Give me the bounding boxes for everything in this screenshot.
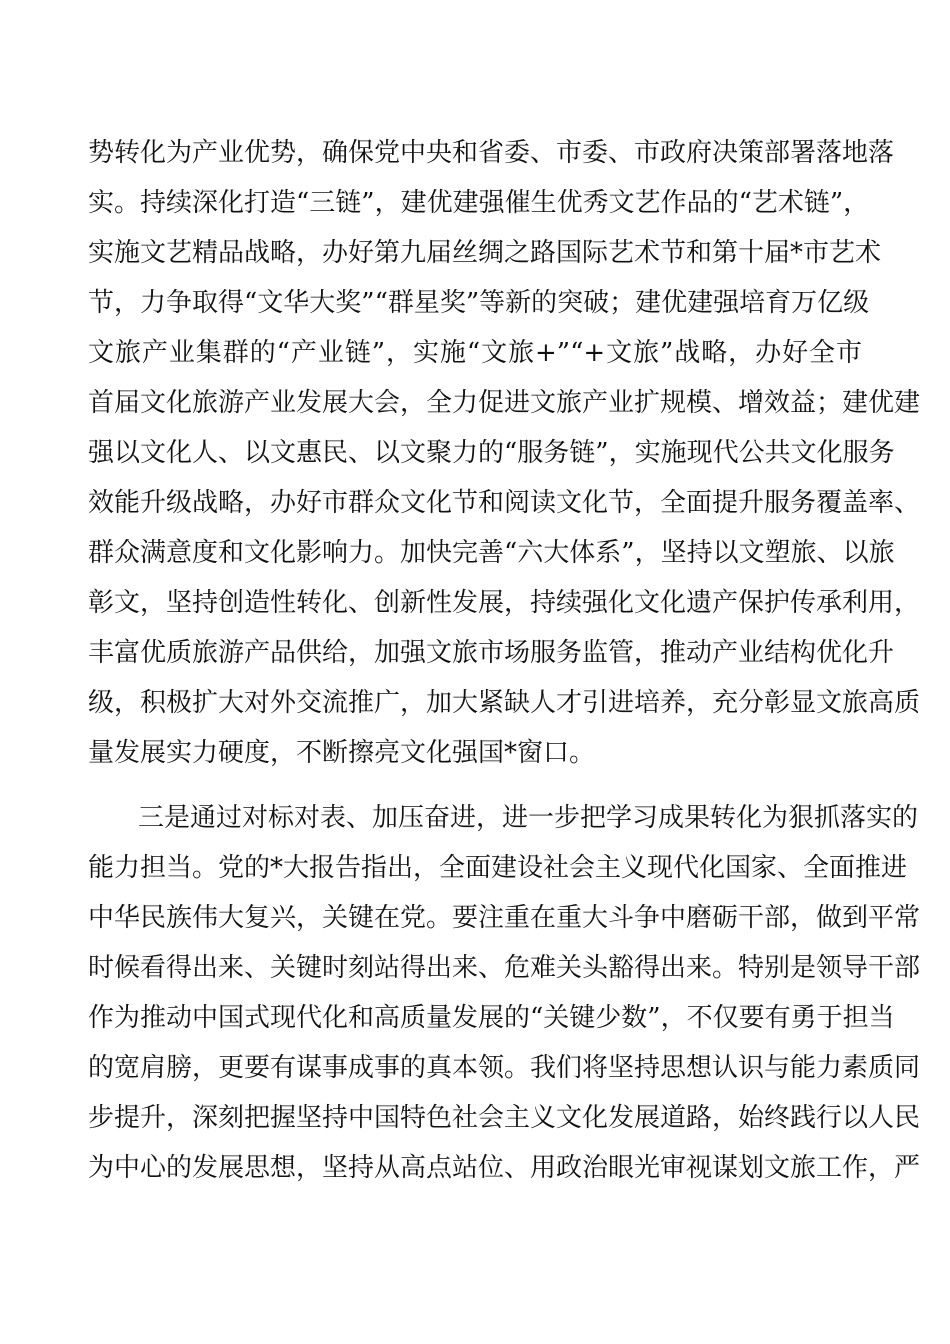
text-line: 群众满意度和文化影响力。加快完善“六大体系”，坚持以文塑旅、以旅 bbox=[88, 538, 895, 568]
text-line: 时候看得出来、关键时刻站得出来、危难关头豁得出来。特别是领导干部 bbox=[88, 953, 921, 983]
text-line: 作为推动中国式现代化和高质量发展的“关键少数”，不仅要有勇于担当 bbox=[88, 1003, 895, 1033]
text-line: 彰文，坚持创造性转化、创新性发展，持续强化文化遗产保护传承利用， bbox=[88, 588, 921, 618]
text-line: 三是通过对标对表、加压奋进，进一步把学习成果转化为狠抓落实的 bbox=[138, 803, 919, 833]
text-line: 实。持续深化打造“三链”，建优建强催生优秀文艺作品的“艺术链”， bbox=[88, 188, 870, 218]
text-line: 首届文化旅游产业发展大会，全力促进文旅产业扩规模、增效益；建优建 bbox=[88, 388, 921, 418]
text-line: 步提升，深刻把握坚持中国特色社会主义文化发展道路，始终践行以人民 bbox=[88, 1103, 921, 1133]
text-line: 级，积极扩大对外交流推广，加大紧缺人才引进培养，充分彰显文旅高质 bbox=[88, 688, 921, 718]
text-line: 势转化为产业优势，确保党中央和省委、市委、市政府决策部署落地落 bbox=[88, 138, 895, 168]
text-line: 强以文化人、以文惠民、以文聚力的“服务链”，实施现代公共文化服务 bbox=[88, 438, 895, 468]
text-line: 的宽肩膀，更要有谋事成事的真本领。我们将坚持思想认识与能力素质同 bbox=[88, 1053, 921, 1083]
text-line: 文旅产业集群的“产业链”，实施“文旅+”“+文旅”战略，办好全市 bbox=[88, 338, 862, 368]
text-line: 中华民族伟大复兴，关键在党。要注重在重大斗争中磨砺干部，做到平常 bbox=[88, 903, 921, 933]
text-line: 效能升级战略，办好市群众文化节和阅读文化节，全面提升服务覆盖率、 bbox=[88, 488, 921, 518]
text-line: 节，力争取得“文华大奖”“群星奖”等新的突破；建优建强培育万亿级 bbox=[88, 288, 870, 318]
text-line: 为中心的发展思想，坚持从高点站位、用政治眼光审视谋划文旅工作，严 bbox=[88, 1153, 921, 1183]
text-line: 能力担当。党的*大报告指出，全面建设社会主义现代化国家、全面推进 bbox=[88, 853, 908, 883]
text-line: 丰富优质旅游产品供给，加强文旅市场服务监管，推动产业结构优化升 bbox=[88, 638, 895, 668]
text-line: 实施文艺精品战略，办好第九届丝绸之路国际艺术节和第十届*市艺术 bbox=[88, 238, 882, 268]
text-line: 量发展实力硬度，不断擦亮文化强国*窗口。 bbox=[88, 738, 596, 768]
